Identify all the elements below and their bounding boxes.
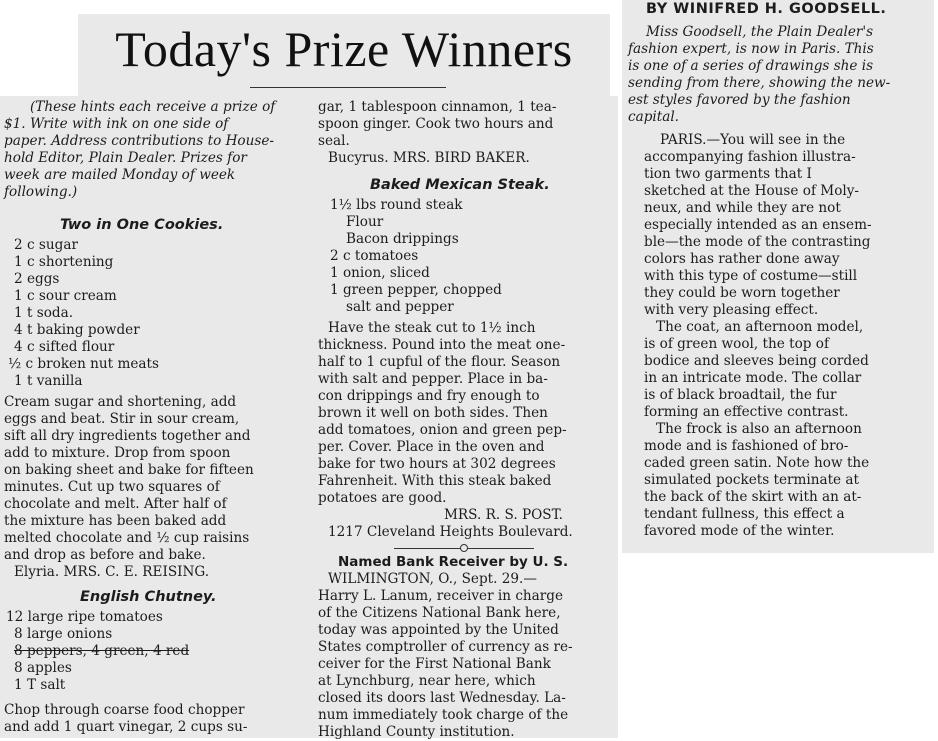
ingredient-line: salt and pepper <box>346 299 454 315</box>
article-line: ceiver for the First National Bank <box>318 656 551 672</box>
ingredient-line: 1 T salt <box>14 677 66 693</box>
intro-line: est styles favored by the fashion <box>628 92 851 108</box>
steak-signature-name: MRS. R. S. POST. <box>444 507 563 523</box>
page-title: Today's Prize Winners <box>115 21 573 77</box>
ingredient-line: 2 eggs <box>14 271 60 287</box>
chutney-method-line: gar, 1 tablespoon cinnamon, 1 tea- <box>318 99 557 115</box>
cookies-heading: Two in One Cookies. <box>60 217 224 233</box>
intro-line: sending from there, showing the new- <box>628 75 891 91</box>
chutney-method-line: and add 1 quart vinegar, 2 cups su- <box>4 719 248 735</box>
method-line: add tomatoes, onion and green pep- <box>318 422 567 438</box>
method-line: eggs and beat. Stir in sour cream, <box>4 411 240 427</box>
method-line: and drop as before and bake. <box>4 547 206 563</box>
body-line: tion two garments that I <box>644 166 812 182</box>
ingredient-line: 8 large onions <box>14 626 113 642</box>
ingredient-line: 4 c sifted flour <box>14 339 115 355</box>
body-line: neux, and while they are not <box>644 200 841 216</box>
article-line: Highland County institution. <box>318 724 515 740</box>
body-line: simulated pockets terminate at <box>644 472 859 488</box>
method-line: per. Cover. Place in the oven and <box>318 439 545 455</box>
chutney-method-line: spoon ginger. Cook two hours and <box>318 116 554 132</box>
body-line: bodice and sleeves being corded <box>644 353 869 369</box>
article-line: closed its doors last Wednesday. La- <box>318 690 566 706</box>
body-line: is of black broadtail, the fur <box>644 387 837 403</box>
body-line: is of green wool, the top of <box>644 336 830 352</box>
ingredient-line: 1 onion, sliced <box>330 265 430 281</box>
intro-line: fashion expert, is now in Paris. This <box>628 41 874 57</box>
body-line: with very pleasing effect. <box>644 302 819 318</box>
body-line: especially intended as an ensem- <box>644 217 872 233</box>
middle-column <box>310 96 618 738</box>
intro-line: paper. Address contributions to House- <box>4 133 274 149</box>
body-line: tendant fullness, this effect a <box>644 506 845 522</box>
rule-ornament <box>460 544 468 552</box>
cookies-signature: Elyria. MRS. C. E. REISING. <box>14 564 210 580</box>
ingredient-line: 1 c shortening <box>14 254 114 270</box>
bank-heading: Named Bank Receiver by U. S. <box>338 554 569 570</box>
ingredient-line: 1 green pepper, chopped <box>330 282 502 298</box>
intro-line: hold Editor, Plain Dealer. Prizes for <box>4 150 247 166</box>
method-line: the mixture has been baked add <box>4 513 227 529</box>
body-line: caded green satin. Note how the <box>644 455 870 471</box>
intro-line: Miss Goodsell, the Plain Dealer's <box>646 24 874 40</box>
right-column <box>622 0 934 553</box>
article-line: today was appointed by the United <box>318 622 559 638</box>
ingredient-line: 1½ lbs round steak <box>330 197 463 213</box>
headline-box <box>78 14 610 96</box>
intro-line: (These hints each receive a prize of <box>30 99 276 115</box>
ingredient-line: 1 c sour cream <box>14 288 117 304</box>
method-line: thickness. Pound into the meat one- <box>318 337 566 353</box>
ingredient-line: 4 t baking powder <box>14 322 140 338</box>
method-line: potatoes are good. <box>318 490 447 506</box>
ingredient-line: 2 c sugar <box>14 237 78 253</box>
ingredient-line: ½ c broken nut meats <box>8 356 159 372</box>
intro-line: following.) <box>4 184 78 200</box>
left-column <box>0 96 310 738</box>
ingredient-line: 12 large ripe tomatoes <box>6 609 163 625</box>
article-line: WILMINGTON, O., Sept. 29.— <box>328 571 537 587</box>
intro-line: $1. Write with ink on one side of <box>4 116 229 132</box>
method-line: sift all dry ingredients together and <box>4 428 251 444</box>
article-line: States comptroller of currency as re- <box>318 639 573 655</box>
ingredient-line: 8 apples <box>14 660 72 676</box>
ingredient-line: 2 c tomatoes <box>330 248 419 264</box>
body-line: favored mode of the winter. <box>644 523 835 539</box>
body-line: colors has rather done away <box>644 251 840 267</box>
ingredient-line: 8 peppers, 4 green, 4 red <box>14 643 190 659</box>
byline: BY WINIFRED H. GOODSELL. <box>646 1 887 17</box>
body-line: sketched at the House of Moly- <box>644 183 860 199</box>
ingredient-line: 1 t soda. <box>14 305 74 321</box>
body-line: accompanying fashion illustra- <box>644 149 856 165</box>
article-line: of the Citizens National Bank here, <box>318 605 561 621</box>
body-line: mode and is fashioned of bro- <box>644 438 849 454</box>
body-line: forming an effective contrast. <box>644 404 849 420</box>
method-line: melted chocolate and ½ cup raisins <box>4 530 250 546</box>
intro-line: capital. <box>628 109 680 125</box>
ingredient-line: Bacon drippings <box>346 231 459 247</box>
intro-line: week are mailed Monday of week <box>4 167 236 183</box>
chutney-method-line: Chop through coarse food chopper <box>4 702 245 718</box>
method-line: Cream sugar and shortening, add <box>4 394 237 410</box>
ingredient-line: 1 t vanilla <box>14 373 83 389</box>
method-line: Fahrenheit. With this steak baked <box>318 473 552 489</box>
chutney-signature: Bucyrus. MRS. BIRD BAKER. <box>328 150 530 166</box>
method-line: add to mixture. Drop from spoon <box>4 445 231 461</box>
steak-heading: Baked Mexican Steak. <box>370 177 550 193</box>
intro-line: is one of a series of drawings she is <box>628 58 874 74</box>
body-line: The coat, an afternoon model, <box>656 319 864 335</box>
body-line: the back of the skirt with an at- <box>644 489 862 505</box>
chutney-heading: English Chutney. <box>80 589 217 605</box>
method-line: brown it well on both sides. Then <box>318 405 548 421</box>
chutney-method-line: seal. <box>318 133 350 149</box>
method-line: on baking sheet and bake for fifteen <box>4 462 254 478</box>
method-line: chocolate and melt. After half of <box>4 496 227 512</box>
method-line: half to 1 cupful of the flour. Season <box>318 354 561 370</box>
body-line: The frock is also an afternoon <box>656 421 862 437</box>
method-line: minutes. Cut up two squares of <box>4 479 220 495</box>
body-line: in an intricate mode. The collar <box>644 370 862 386</box>
article-line: at Lynchburg, near here, which <box>318 673 536 689</box>
method-line: Have the steak cut to 1½ inch <box>328 320 536 336</box>
article-line: Harry L. Lanum, receiver in charge <box>318 588 564 604</box>
title-rule <box>250 87 446 88</box>
method-line: bake for two hours at 302 degrees <box>318 456 556 472</box>
steak-signature-address: 1217 Cleveland Heights Boulevard. <box>328 524 573 540</box>
method-line: with salt and pepper. Place in ba- <box>318 371 548 387</box>
body-line: PARIS.—You will see in the <box>660 132 846 148</box>
body-line: ble—the mode of the contrasting <box>644 234 871 250</box>
method-line: con drippings and fry enough to <box>318 388 540 404</box>
ingredient-line: Flour <box>346 214 384 230</box>
body-line: they could be worn together <box>644 285 840 301</box>
body-line: with this type of costume—still <box>644 268 858 284</box>
article-line: num immediately took charge of the <box>318 707 569 723</box>
